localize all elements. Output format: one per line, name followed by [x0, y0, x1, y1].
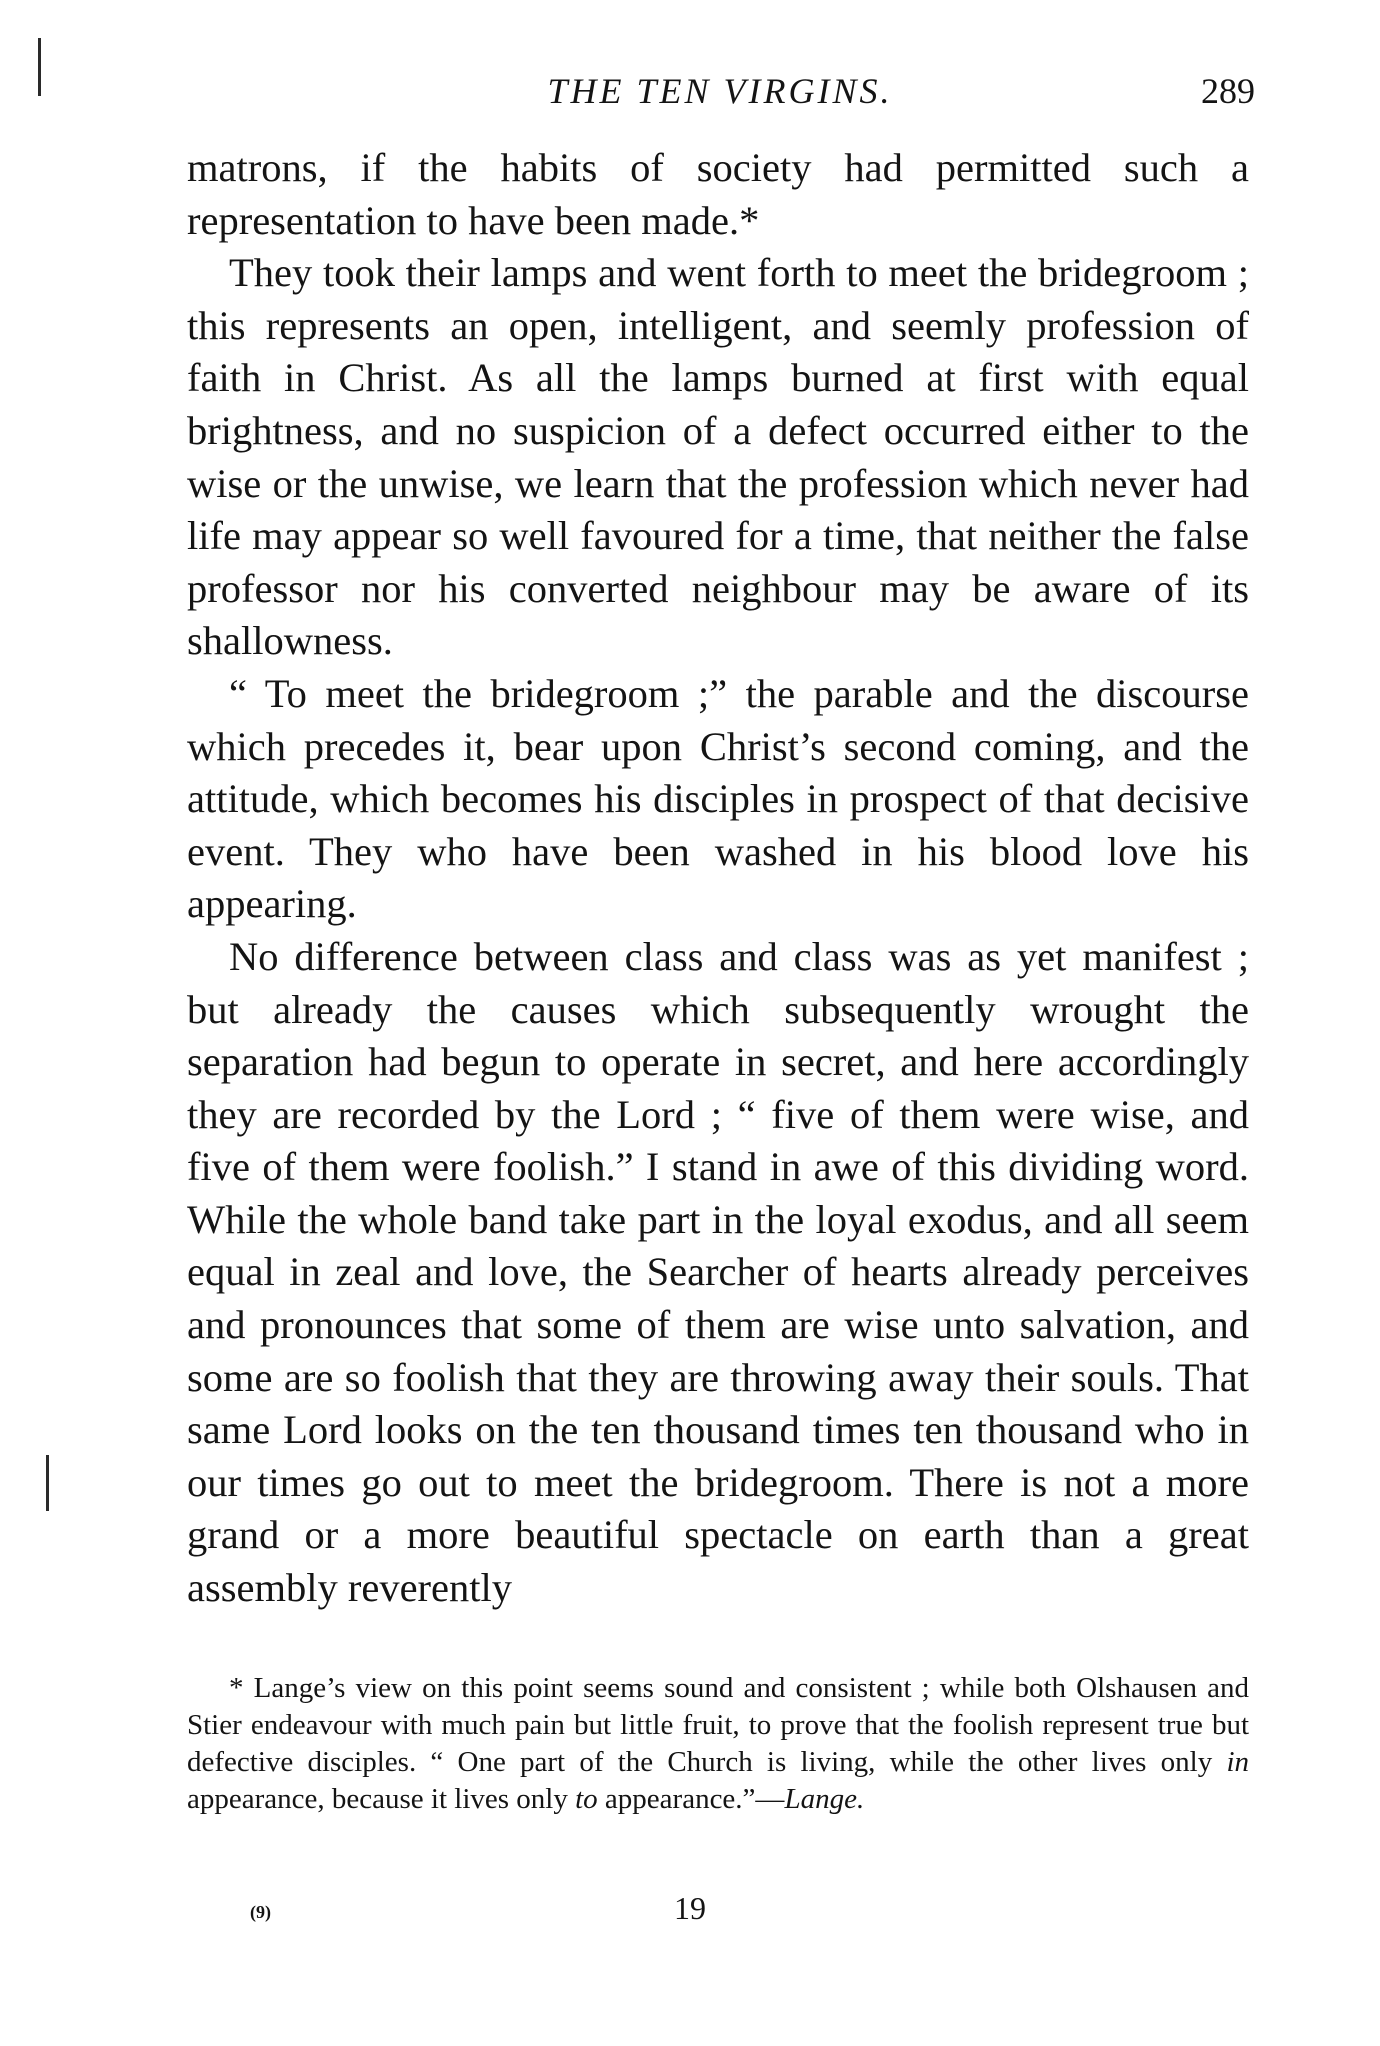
paragraph: They took their lamps and went forth to meet the bridegroom ; this represents an open, intelligent, and seemly profession of faith in Christ. As all the lamps burned at first with equal brightness, and no suspicion of a defect occurred either to the wise or the unwise, we learn that the profession which never had life may appear so well favoured for a time, that neither the false professor nor his converted neighbour may be aware of its shallowness.: [187, 250, 1249, 664]
signature-mark: (9): [250, 1902, 271, 1922]
page-number: 289: [1201, 71, 1255, 111]
folio-number: 19: [674, 1890, 706, 1926]
running-header: [185, 70, 1255, 120]
footnote-text-part: appearance.”—: [604, 1783, 785, 1815]
paragraph: “ To meet the bridegroom ;” the parable and the discourse which precedes it, bear upon Christ’s second coming, and the attitude, which becomes his disciples in prospect of that decisive event. They who have been washed in his blood love his appearing.: [187, 670, 1249, 927]
paragraph: No difference between class and class was as yet manifest ; but already the causes which subsequently wrought the separation had begun to operate in secret, and here accordingly they are recorded by the Lord ; “ five of them were wise, and five of them were foolish.” I stand in awe of this dividing word. While the whole band take part in the loyal exodus, and all seem equal in zeal and love, the Searcher of hearts already perceives and pronounces that some of them are wise unto salvation, and some are so foolish that they are throwing away their souls. That same Lord looks on the ten thousand times ten thousand who in our times go out to meet the bridegroom. There is not a more grand or a more beautiful spectacle on earth than a great assembly reverently: [187, 933, 1249, 1611]
footnote-marker: *: [229, 1672, 244, 1704]
running-title: THE TEN VIRGINS.: [547, 71, 893, 111]
body-text: [187, 142, 1249, 1615]
footnote-attribution: Lange.: [784, 1783, 865, 1815]
footnote-text-part: Lange’s view on this point seems sound and consistent ; while both Olshausen and Stier endeavour with much pain but little fruit, to prove that the foolish represent true but defective disciples. “ One part of the Church is living, while the other lives only: [187, 1672, 1250, 1778]
paragraph: matrons, if the habits of society had permitted such a representation to have been made.*: [187, 145, 1249, 243]
scan-mark-left-margin: [46, 1455, 49, 1511]
footnote-text-part: appearance, because it lives only: [187, 1783, 568, 1815]
footnote: [187, 1670, 1249, 1818]
footnote-emphasis: in: [1226, 1746, 1250, 1778]
scan-mark-top-left: [38, 38, 41, 96]
footnote-emphasis: to: [575, 1783, 598, 1815]
footnote-text: [187, 1670, 1249, 1818]
